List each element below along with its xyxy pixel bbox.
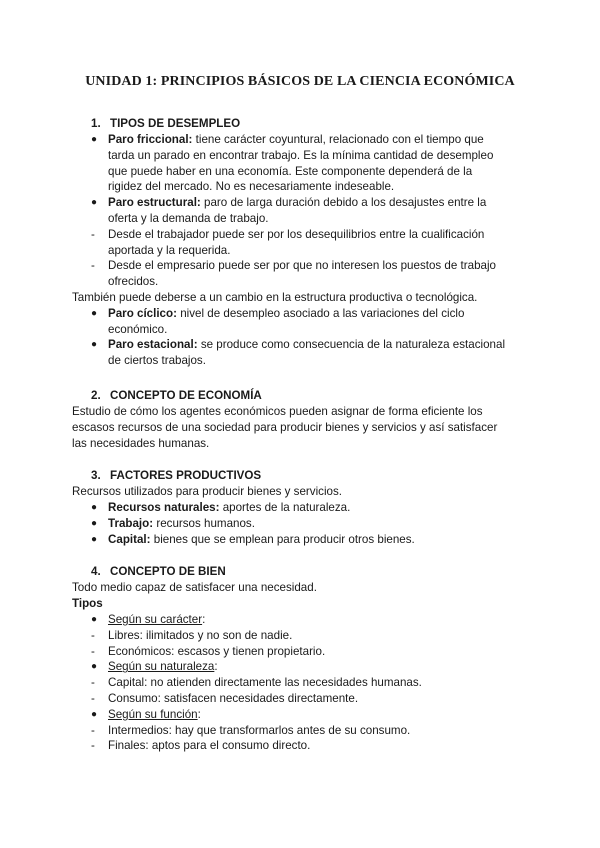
- subheading: Según su carácter: [108, 613, 203, 626]
- item-text: tiene carácter coyuntural, relacionado con el tiempo que: [195, 133, 484, 146]
- section-heading: [72, 116, 542, 132]
- item-text: aportes de la naturaleza.: [222, 501, 351, 514]
- item-text: Desde el empresario puede ser por que no interesen los puestos de trabajo: [108, 259, 496, 273]
- section-title: CONCEPTO DE BIEN: [110, 565, 226, 578]
- bullet-icon: ●: [91, 197, 98, 209]
- item-text: se produce como consecuencia de la naturaleza estacional: [200, 338, 506, 352]
- paragraph: También puede deberse a un cambio en la estructura productiva o tecnológica.: [72, 290, 478, 304]
- term: Trabajo:: [108, 516, 154, 530]
- item-text: Libres: ilimitados y no son de nadie.: [108, 628, 293, 642]
- list-item-capital: [72, 532, 542, 548]
- dash-icon: -: [91, 723, 95, 737]
- term: Recursos naturales:: [108, 501, 220, 514]
- item-text: económico.: [108, 322, 168, 336]
- item-text: oferta y la demanda de trabajo.: [108, 211, 269, 225]
- dash-icon: -: [91, 628, 95, 642]
- item-text: aportada y la requerida.: [108, 243, 231, 257]
- paragraph-line: escasos recursos de una sociedad para producir bienes y servicios y así satisfacer: [72, 421, 498, 434]
- item-text: Finales: aptos para el consumo directo.: [108, 739, 311, 753]
- dash-icon: -: [91, 259, 95, 273]
- subheading: Según su naturaleza: [108, 660, 215, 674]
- item-text: Desde el trabajador puede ser por los desequilibrios entre la cualificación: [108, 227, 485, 241]
- section-heading: [72, 468, 542, 484]
- section-number: 4.: [91, 565, 101, 578]
- bullet-icon: ●: [91, 339, 98, 351]
- item-text: Consumo: satisfacen necesidades directamente.: [108, 691, 359, 705]
- bullet-icon: ●: [91, 517, 98, 529]
- item-text: bienes que se emplean para producir otros bienes.: [153, 532, 415, 546]
- list-item-segun-naturaleza: [72, 659, 542, 675]
- list-item-paro-ciclico: [72, 306, 542, 338]
- colon: :: [197, 707, 201, 721]
- section-title: FACTORES PRODUCTIVOS: [110, 469, 262, 482]
- list-item-dash: [72, 675, 542, 691]
- term: Paro cíclico:: [108, 306, 177, 320]
- section-tipos-desempleo: [72, 116, 542, 369]
- dash-icon: -: [91, 227, 95, 241]
- list-item-dash: [72, 644, 542, 660]
- paragraph-line: Recursos utilizados para producir bienes y servicios.: [72, 485, 342, 498]
- list-item-trabajo: [72, 516, 542, 532]
- subheading: Según su función: [108, 707, 198, 721]
- list-item-dash: [72, 227, 542, 259]
- list-item-dash: [72, 691, 542, 707]
- list-item-recursos-naturales: [72, 500, 542, 516]
- section-number: 1.: [91, 117, 101, 130]
- paragraph-line: las necesidades humanas.: [72, 437, 210, 450]
- tipos-label: Tipos: [72, 597, 103, 610]
- colon: :: [202, 613, 206, 626]
- section-heading: [72, 388, 542, 404]
- item-text: Capital: no atienden directamente las necesidades humanas.: [108, 676, 422, 690]
- item-text: nivel de desempleo asociado a las variaciones del ciclo: [180, 306, 465, 320]
- section-factores-productivos: [72, 468, 542, 547]
- list-item-segun-caracter: [72, 612, 542, 628]
- item-text: tarda un parado en encontrar trabajo. Es la mínima cantidad de desempleo: [108, 148, 494, 162]
- item-text: de ciertos trabajos.: [108, 354, 206, 368]
- bullet-icon: ●: [91, 134, 98, 145]
- dash-icon: -: [91, 644, 95, 658]
- paragraph-line: Estudio de cómo los agentes económicos pueden asignar de forma eficiente los: [72, 405, 483, 418]
- bullet-icon: ●: [91, 307, 98, 319]
- list-item-dash: [72, 723, 542, 739]
- dash-icon: -: [91, 691, 95, 705]
- term: Paro estacional:: [108, 338, 198, 352]
- section-title: CONCEPTO DE ECONOMÍA: [110, 389, 262, 402]
- colon: :: [214, 660, 218, 674]
- item-text: paro de larga duración debido a los desajustes entre la: [204, 196, 487, 210]
- section-title: TIPOS DE DESEMPLEO: [110, 117, 241, 130]
- section-heading: [72, 564, 542, 580]
- term: Paro friccional:: [108, 133, 193, 146]
- bullet-icon: ●: [91, 533, 98, 545]
- list-item-segun-funcion: [72, 707, 542, 723]
- bullet-icon: ●: [91, 614, 98, 625]
- page-title: UNIDAD 1: PRINCIPIOS BÁSICOS DE LA CIENCIA ECONÓMICA: [85, 74, 515, 89]
- item-text: ofrecidos.: [108, 275, 159, 289]
- list-item-dash: [72, 738, 542, 754]
- item-text: rigidez del mercado. No es necesariamente indeseable.: [108, 180, 395, 194]
- list-item-dash: [72, 628, 542, 644]
- term: Paro estructural:: [108, 196, 201, 210]
- list-item-paro-estacional: [72, 337, 542, 369]
- section-number: 3.: [91, 469, 101, 482]
- item-text: Económicos: escasos y tienen propietario.: [108, 644, 326, 658]
- paragraph-line: Todo medio capaz de satisfacer una necesidad.: [72, 581, 317, 594]
- item-text: Intermedios: hay que transformarlos antes de su consumo.: [108, 723, 411, 737]
- list-item-dash: [72, 258, 542, 290]
- section-concepto-economia: [72, 388, 542, 452]
- section-number: 2.: [91, 389, 101, 402]
- term: Capital:: [108, 532, 151, 546]
- bullet-icon: ●: [91, 661, 98, 673]
- bullet-icon: ●: [91, 502, 98, 513]
- item-text: que puede haber en una economía. Este componente dependerá de la: [108, 164, 473, 178]
- dash-icon: -: [91, 739, 95, 753]
- dash-icon: -: [91, 676, 95, 690]
- section-concepto-bien: [72, 564, 542, 754]
- bullet-icon: ●: [91, 708, 98, 720]
- item-text: recursos humanos.: [156, 516, 255, 530]
- list-item-paro-friccional: [72, 132, 542, 195]
- list-item-paro-estructural: [72, 195, 542, 227]
